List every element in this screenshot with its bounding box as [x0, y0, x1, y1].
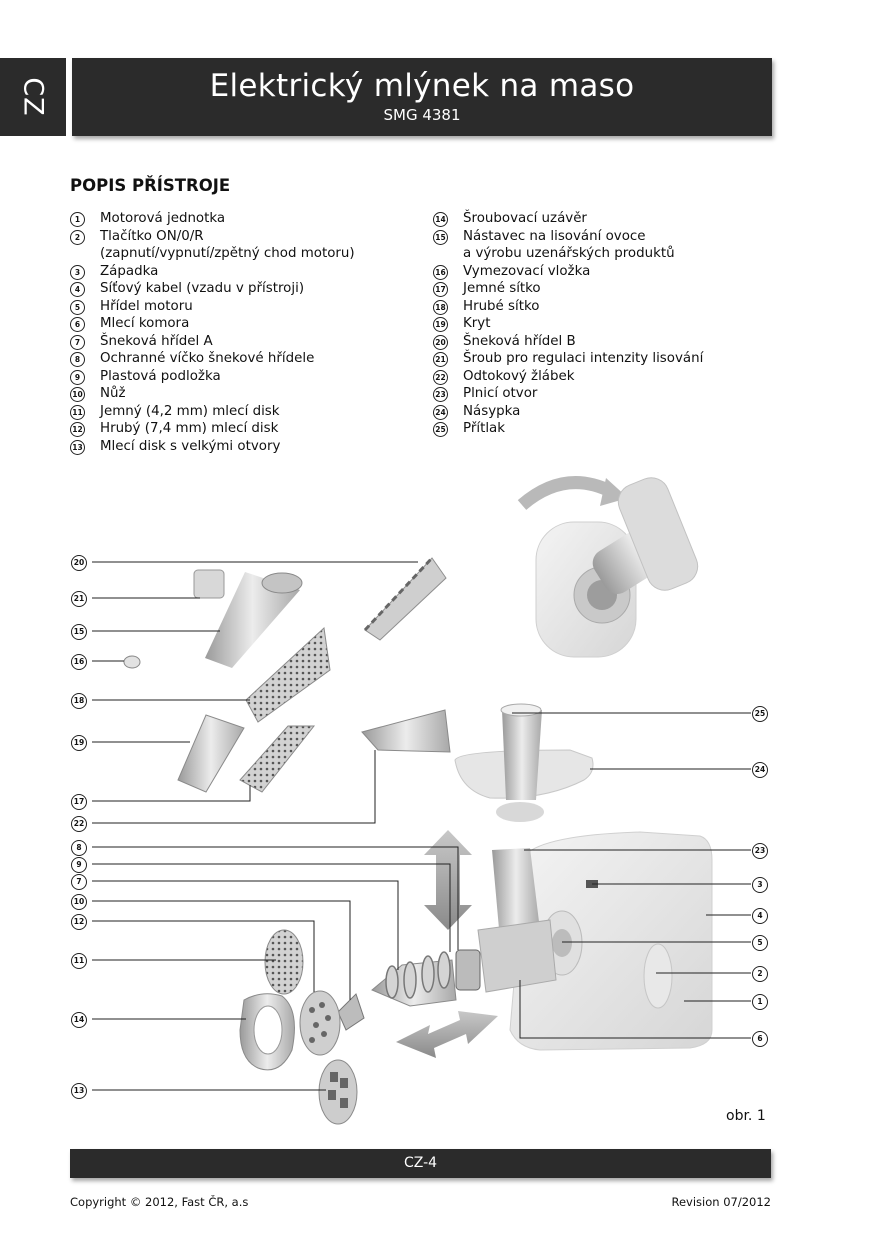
- part-item: [433, 368, 763, 386]
- vertical-arrow: [424, 830, 472, 930]
- callout-14: 14: [71, 1012, 87, 1028]
- part-item: [70, 280, 420, 298]
- part-label: Jemný (4,2 mm) mlecí disk: [100, 403, 280, 419]
- part-item: [70, 315, 420, 333]
- part-item: [433, 228, 763, 263]
- model-number: SMG 4381: [383, 106, 461, 124]
- part-label: Jemné sítko: [463, 281, 541, 296]
- part-item: [70, 385, 420, 403]
- part-label: Odtokový žlábek: [463, 368, 575, 384]
- callout-10: 10: [71, 894, 87, 910]
- pusher: [502, 710, 542, 800]
- part-number-badge: 23: [433, 387, 448, 402]
- callout-6: 6: [752, 1031, 768, 1047]
- part-item: [70, 210, 420, 228]
- callout-18: 18: [71, 693, 87, 709]
- part-number-badge: 15: [433, 230, 448, 245]
- part-number-badge: 8: [70, 352, 85, 367]
- part-label: Motorová jednotka: [100, 211, 226, 226]
- part-label: Vymezovací vložka: [463, 263, 591, 279]
- part-number-badge: 20: [433, 335, 448, 350]
- parts-list-right: [433, 210, 763, 438]
- main-appliance: [455, 704, 712, 1050]
- part-item: [70, 228, 420, 263]
- part-item: [70, 333, 420, 351]
- section-title: POPIS PŘÍSTROJE: [70, 176, 231, 195]
- part-label: a výrobu uzenářských produktů: [463, 246, 675, 261]
- part-label: Šneková hřídel B: [463, 333, 576, 349]
- part-label: Plastová podložka: [100, 368, 221, 384]
- callout-20: 20: [71, 555, 87, 571]
- part-label: (zapnutí/vypnutí/zpětný chod motoru): [100, 246, 355, 261]
- part-label: Mlecí disk s velkými otvory: [100, 438, 281, 454]
- part-item: [433, 280, 763, 298]
- callout-21: 21: [71, 591, 87, 607]
- part-item: [433, 210, 763, 228]
- part-number-badge: 21: [433, 352, 448, 367]
- part-label: Šneková hřídel A: [100, 333, 213, 349]
- part-number-badge: 12: [70, 422, 85, 437]
- part-label: Nůž: [100, 386, 126, 401]
- part-number-badge: 19: [433, 317, 448, 332]
- part-label: Západka: [100, 263, 159, 279]
- part-number-badge: 6: [70, 317, 85, 332]
- callout-5: 5: [752, 935, 768, 951]
- part-label: Ochranné víčko šnekové hřídele: [100, 351, 315, 366]
- callout-12: 12: [71, 914, 87, 930]
- page-number-bar: [70, 1149, 771, 1178]
- exploded-diagram: [0, 460, 874, 1144]
- language-code: CZ: [17, 77, 49, 117]
- copyright: Copyright © 2012, Fast ČR, a.s: [70, 1195, 249, 1209]
- part-item: [433, 315, 763, 333]
- callout-15: 15: [71, 624, 87, 640]
- part-item: [70, 368, 420, 386]
- callout-11: 11: [71, 953, 87, 969]
- part-label: Tlačítko ON/0/R: [100, 228, 204, 244]
- callout-8: 8: [71, 840, 87, 856]
- part-label: Šroubovací uzávěr: [463, 211, 587, 226]
- horizontal-arrow: [396, 1011, 498, 1058]
- revision: Revision 07/2012: [671, 1195, 771, 1209]
- rotate-arrow: [522, 483, 612, 505]
- part-label: Násypka: [463, 403, 521, 419]
- part-number-badge: 9: [70, 370, 85, 385]
- part-number-badge: 7: [70, 335, 85, 350]
- part-item: [433, 350, 763, 368]
- part-label: Hřídel motoru: [100, 298, 193, 314]
- part-label: Mlecí komora: [100, 316, 190, 331]
- part-label: Přítlak: [463, 421, 505, 436]
- callout-4: 4: [752, 908, 768, 924]
- part-number-badge: 2: [70, 230, 85, 245]
- part-item: [433, 403, 763, 421]
- part-label: Plnicí otvor: [463, 386, 538, 401]
- part-number-badge: 16: [433, 265, 448, 280]
- callout-25: 25: [752, 706, 768, 722]
- part-item: [70, 263, 420, 281]
- callout-2: 2: [752, 966, 768, 982]
- callout-22: 22: [71, 816, 87, 832]
- part-item: [70, 298, 420, 316]
- part-item: [433, 385, 763, 403]
- part-item: [433, 298, 763, 316]
- figure-caption: obr. 1: [726, 1108, 766, 1124]
- part-number-badge: 13: [70, 440, 85, 455]
- part-item: [70, 438, 420, 456]
- part-label: Síťový kabel (vzadu v přístroji): [100, 281, 305, 296]
- part-number-badge: 17: [433, 282, 448, 297]
- part-number-badge: 1: [70, 212, 85, 227]
- parts-list-left: [70, 210, 420, 455]
- part-number-badge: 14: [433, 212, 448, 227]
- juicer-attachment: [124, 558, 450, 792]
- part-item: [433, 263, 763, 281]
- part-number-badge: 5: [70, 300, 85, 315]
- title-bar: [72, 58, 772, 136]
- page-title: Elektrický mlýnek na maso: [209, 68, 635, 104]
- part-label: Šroub pro regulaci intenzity lisování: [463, 351, 704, 366]
- page-number: CZ-4: [403, 1155, 438, 1171]
- callout-1: 1: [752, 994, 768, 1010]
- part-number-badge: 11: [70, 405, 85, 420]
- callout-16: 16: [71, 654, 87, 670]
- part-item: [70, 403, 420, 421]
- callout-23: 23: [752, 843, 768, 859]
- callout-13: 13: [71, 1083, 87, 1099]
- part-item: [433, 420, 763, 438]
- part-number-badge: 10: [70, 387, 85, 402]
- inset-illustration: [522, 472, 703, 657]
- part-item: [433, 333, 763, 351]
- part-item: [70, 350, 420, 368]
- callout-9: 9: [71, 857, 87, 873]
- diagram-svg: [0, 460, 874, 1140]
- part-label: Hrubé sítko: [463, 298, 540, 314]
- callout-7: 7: [71, 874, 87, 890]
- part-number-badge: 3: [70, 265, 85, 280]
- part-label: Kryt: [463, 316, 491, 331]
- part-item: [70, 420, 420, 438]
- part-number-badge: 18: [433, 300, 448, 315]
- part-label: Hrubý (7,4 mm) mlecí disk: [100, 421, 279, 436]
- part-number-badge: 22: [433, 370, 448, 385]
- callout-19: 19: [71, 735, 87, 751]
- callout-24: 24: [752, 762, 768, 778]
- callout-17: 17: [71, 794, 87, 810]
- part-label: Nástavec na lisování ovoce: [463, 228, 646, 244]
- callout-3: 3: [752, 877, 768, 893]
- part-number-badge: 25: [433, 422, 448, 437]
- part-number-badge: 24: [433, 405, 448, 420]
- part-number-badge: 4: [70, 282, 85, 297]
- language-tab: [0, 58, 66, 136]
